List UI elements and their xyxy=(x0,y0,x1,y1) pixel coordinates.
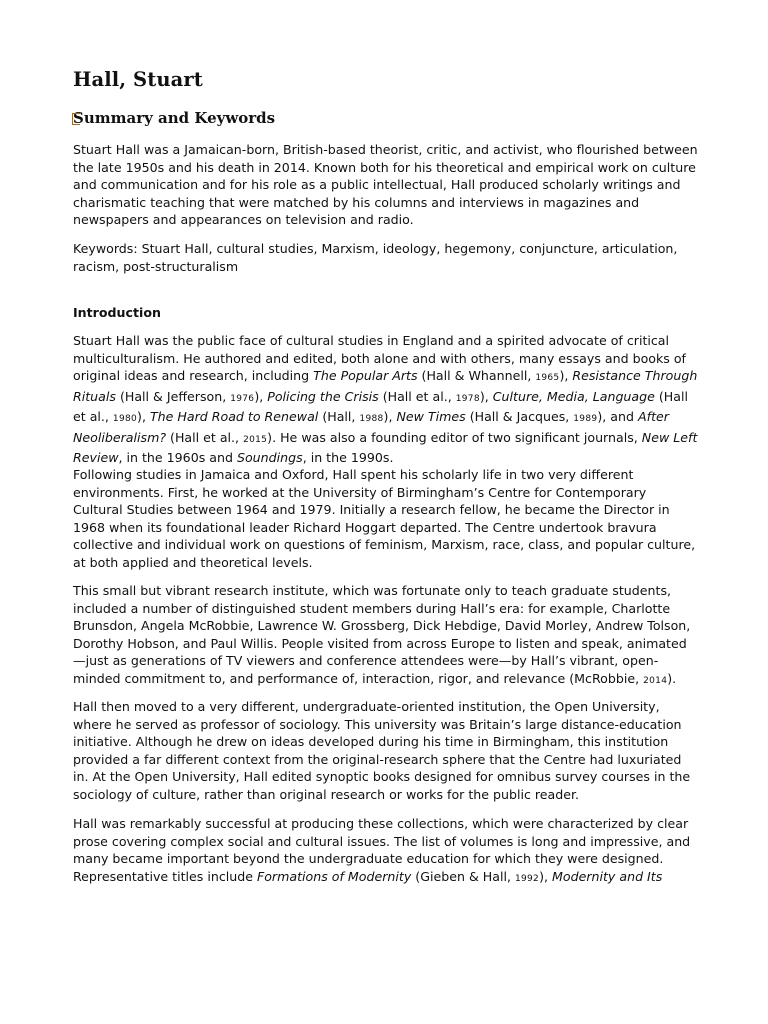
work-title: Modernity and Its xyxy=(552,868,663,884)
keywords-paragraph xyxy=(73,240,698,275)
summary-heading xyxy=(73,108,275,128)
intro-paragraph-3 xyxy=(73,582,698,690)
intro-paragraph-3-text: This small but vibrant research institute, which was fortunate only to teach graduate students, included a number of distinguished student members during Hall’s era: for example, Charlotte Brunsdon, Angela McRobbie, Lawrence W. Grossberg, Dick Hebdige, David Morley, Andrew Tolson, Dorothy Hobson, and Paul Willis. People visited from across Europe to listen and speak, animated—just as generations of TV viewers and conference attendees were—by Hall’s vibrant, open-minded commitment to, and performance of, interaction, rigor, and relevance (McRobbie, 2014). xyxy=(73,583,691,686)
work-title: Resistance Through Rituals xyxy=(73,368,698,404)
citation-year: 1980 xyxy=(112,414,138,424)
keywords-text: Keywords: Stuart Hall, cultural studies, Marxism, ideology, hegemony, conjuncture, articulation, racism, post-structuralism xyxy=(73,241,678,274)
journal-title: Soundings xyxy=(236,450,303,465)
journal-title: New Left Review xyxy=(73,429,698,465)
citation-year: 1989 xyxy=(573,414,598,424)
introduction-heading: Introduction xyxy=(73,305,161,320)
citation-year: 1988 xyxy=(359,414,384,424)
citation-year: 1965 xyxy=(535,373,560,383)
intro-paragraph-2 xyxy=(73,466,698,571)
work-title: New Times xyxy=(396,409,466,424)
summary-text: Stuart Hall was a Jamaican-born, British-based theorist, critic, and activist, who flourished between the late 1950s and his death in 2014. Known both for his theoretical and empirical work on culture and communication and for his role as a public intellectual, Hall produced scholarly writings and charismatic teaching that were matched by his columns and interviews in magazines and newspapers and appearances on television and radio. xyxy=(73,142,698,227)
citation-year: 1978 xyxy=(455,393,480,404)
intro-paragraph-1-text: Stuart Hall was the public face of cultural studies in England and a spirited advocate of critical multiculturalism. He authored and edited, both alone and with others, many essays and books of original ideas and research, including The Popular Arts (Hall & Whannell, 1965), Resistance Through Rituals (Hall & Jefferson, 1976), Policing the Crisis (Hall et al., 1978), Culture, Media, Language (Hall et al., 1980), The Hard Road to Renewal (Hall, 1988), New Times (Hall & Jacques, 1989), and After Neoliberalism? (Hall et al., 2015). He was also a founding editor of two significant journals, New Left Review, in the 1960s and Soundings, in the 1990s. xyxy=(73,333,698,465)
intro-paragraph-1 xyxy=(73,332,698,467)
work-title: Formations of Modernity xyxy=(256,868,412,884)
intro-paragraph-5 xyxy=(73,815,698,888)
intro-paragraph-4-text: Hall then moved to a very different, undergraduate-oriented institution, the Open University, where he served as professor of sociology. This university was Britain’s large distance-education initiative. Although he drew on ideas developed during his time in Birmingham, this institution provided a far different context from the original-research sphere that the Centre had luxuriated in. At the Open University, Hall edited synoptic books designed for omnibus survey courses in the sociology of culture, rather than original research or works for the public reader. xyxy=(73,699,691,802)
work-title: The Popular Arts xyxy=(313,368,418,383)
work-title: After Neoliberalism? xyxy=(73,409,669,445)
summary-heading-label: Summary and Keywords xyxy=(73,109,276,127)
citation-year: 1976 xyxy=(230,393,255,404)
intro-paragraph-4 xyxy=(73,698,698,803)
bracket-mark-icon xyxy=(72,113,80,125)
intro-paragraph-5-text: Hall was remarkably successful at producing these collections, which were characterized by clear prose covering complex social and cultural issues. The list of volumes is long and impressive, and many became important beyond the undergraduate education for which they were designed. Representative titles include Formations of Modernity (Gieben & Hall, 1992), Modernity and Its xyxy=(73,816,691,884)
article-title: Hall, Stuart xyxy=(73,68,203,91)
work-title: Culture, Media, Language xyxy=(492,388,655,404)
work-title: Policing the Crisis xyxy=(267,388,379,404)
citation-year: 2014 xyxy=(643,675,668,686)
citation-year: 2015 xyxy=(243,434,268,445)
citation-year: 1992 xyxy=(514,873,540,884)
intro-paragraph-2-text: Following studies in Jamaica and Oxford, Hall spent his scholarly life in two very different environments. First, he worked at the University of Birmingham’s Centre for Contemporary Cultural Studies between 1964 and 1979. Initially a research fellow, he became the Director in 1968 when its foundational leader Richard Hoggart departed. The Centre undertook bravura collective and individual work on questions of feminism, Marxism, race, class, and popular culture, at both applied and theoretical levels. xyxy=(73,467,696,570)
work-title: The Hard Road to Renewal xyxy=(149,409,319,424)
summary-paragraph xyxy=(73,141,698,229)
